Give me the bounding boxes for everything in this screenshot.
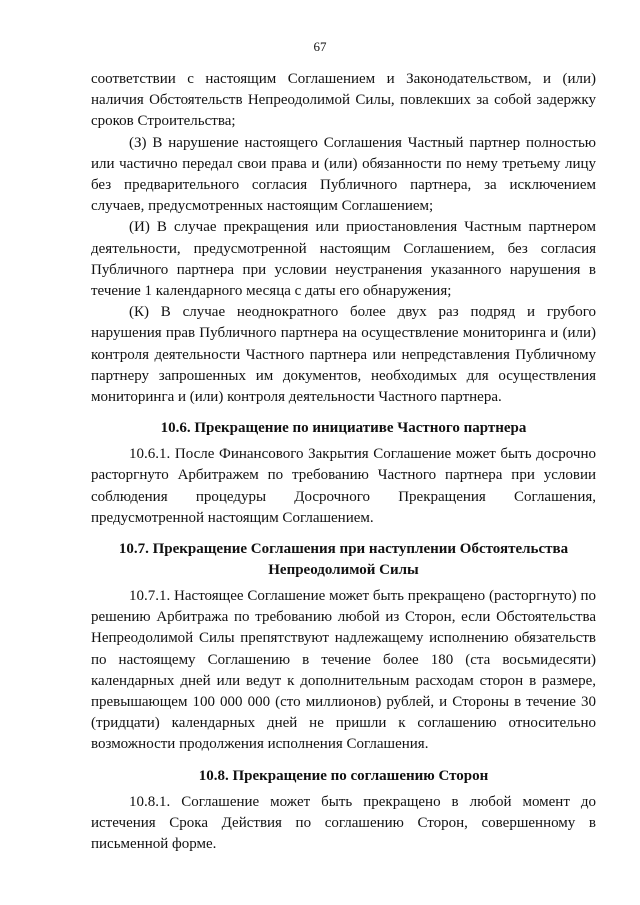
paragraph-item-z: (З) В нарушение настоящего Соглашения Частный партнер полностью или частично передал свои права и (или) обязанности по нему третьему лицу без предварительного согласия Публичного партнера, за исключением случаев, предусмотренных настоящим Соглашением; xyxy=(91,134,596,215)
section-heading-10-7 xyxy=(91,539,596,581)
paragraph-continuation: соответствии с настоящим Соглашением и Законодательством, и (или) наличия Обстоятельств Непреодолимой Силы, повлекших за собой задержку сроков Строительства; xyxy=(91,71,596,130)
paragraph-10-8-1: 10.8.1. Соглашение может быть прекращено в любой момент до истечения Срока Действия по соглашению Сторон, совершенному в письменной форме. xyxy=(91,793,596,853)
paragraph-10-7-1: 10.7.1. Настоящее Соглашение может быть прекращено (расторгнуто) по решению Арбитража по требованию любой из Сторон, если Обстоятельства Непреодолимой Силы препятствуют надлежащему исполнению обязательств по настоящему Соглашению в течение более 180 (ста восьмидесяти) календарных дней или ведут к дополнительным расходам сторон в размере, превышающем 100 000 000 (сто миллионов) рублей, и Стороны в течение 30 (тридцати) календарных дней не пришли к соглашению относительно возможности продолжения исполнения Соглашения. xyxy=(91,588,596,753)
heading-10-7-line1: 10.7. Прекращение Соглашения при наступлении Обстоятельства xyxy=(118,541,569,558)
paragraph-10-6-1: 10.6.1. После Финансового Закрытия Соглашение может быть досрочно расторгнуто Арбитражем по требованию Частного партнера при условии соблюдения процедуры Досрочного Прекращения Соглашения, предусмотренной настоящим Соглашением. xyxy=(91,446,596,526)
paragraph-item-i: (И) В случае прекращения или приостановления Частным партнером деятельности, предусмотренной настоящим Соглашением, без согласия Публичного партнера при условии неустранения указанного нарушения в течение 1 календарного месяца с даты его обнаружения; xyxy=(91,219,596,300)
page-number: 67 xyxy=(313,39,327,54)
section-heading-10-6: 10.6. Прекращение по инициативе Частного партнера xyxy=(160,420,527,437)
paragraph-item-k: (К) В случае неоднократного более двух раз подряд и грубого нарушения прав Публичного партнера на осуществление мониторинга и (или) контроля деятельности Частного партнера или непредставления Публичному партнеру запрошенных им документов, необходимых для осуществления мониторинга и (или) контроля деятельности Частного партнера. xyxy=(91,304,596,406)
document-body xyxy=(91,69,596,855)
section-heading-10-8: 10.8. Прекращение по соглашению Сторон xyxy=(198,767,489,784)
heading-10-7-line2: Непреодолимой Силы xyxy=(268,562,419,579)
